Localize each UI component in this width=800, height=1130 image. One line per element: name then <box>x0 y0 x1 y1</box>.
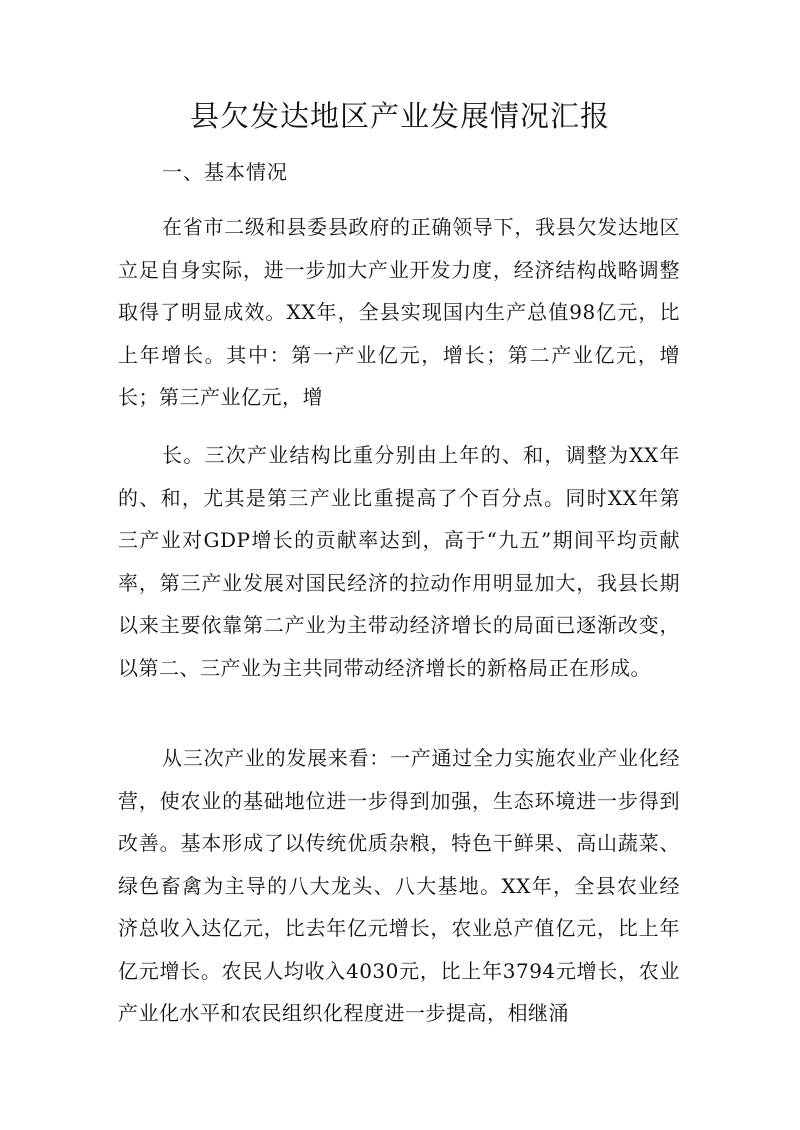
paragraph-3: 从三次产业的发展来看：一产通过全力实施农业产业化经营，使农业的基础地位进一步得到加强，生态环境进一步得到改善。基本形成了以传统优质杂粮，特色干鲜果、高山蔬菜、绿色畜禽为主导的八大龙头、八大基地。XX年，全县农业经济总收入达亿元，比去年亿元增长，农业总产值亿元，比上年亿元增长。农民人均收入4030元，比上年3794元增长，农业产业化水平和农民组织化程度进一步提高，相继涌 <box>118 746 680 1025</box>
paragraph-2: 长。三次产业结构比重分别由上年的、和，调整为XX年的、和，尤其是第三产业比重提高了个百分点。同时XX年第三产业对GDP增长的贡献率达到，高于“九五”期间平均贡献率，第三产业发展对国民经济的拉动作用明显加大，我县长期以来主要依靠第二产业为主带动经济增长的局面已逐渐改变，以第二、三产业为主共同带动经济增长的新格局正在形成。 <box>118 443 680 680</box>
section-heading: 一、基本情况 <box>162 160 288 184</box>
document-title: 县欠发达地区产业发展情况汇报 <box>189 99 610 133</box>
paragraph-1: 在省市二级和县委县政府的正确领导下，我县欠发达地区立足自身实际，进一步加大产业开发力度，经济结构战略调整取得了明显成效。XX年，全县实现国内生产总值98亿元，比上年增长。其中：第一产业亿元，增长；第二产业亿元，增长；第三产业亿元，增 <box>118 215 680 409</box>
